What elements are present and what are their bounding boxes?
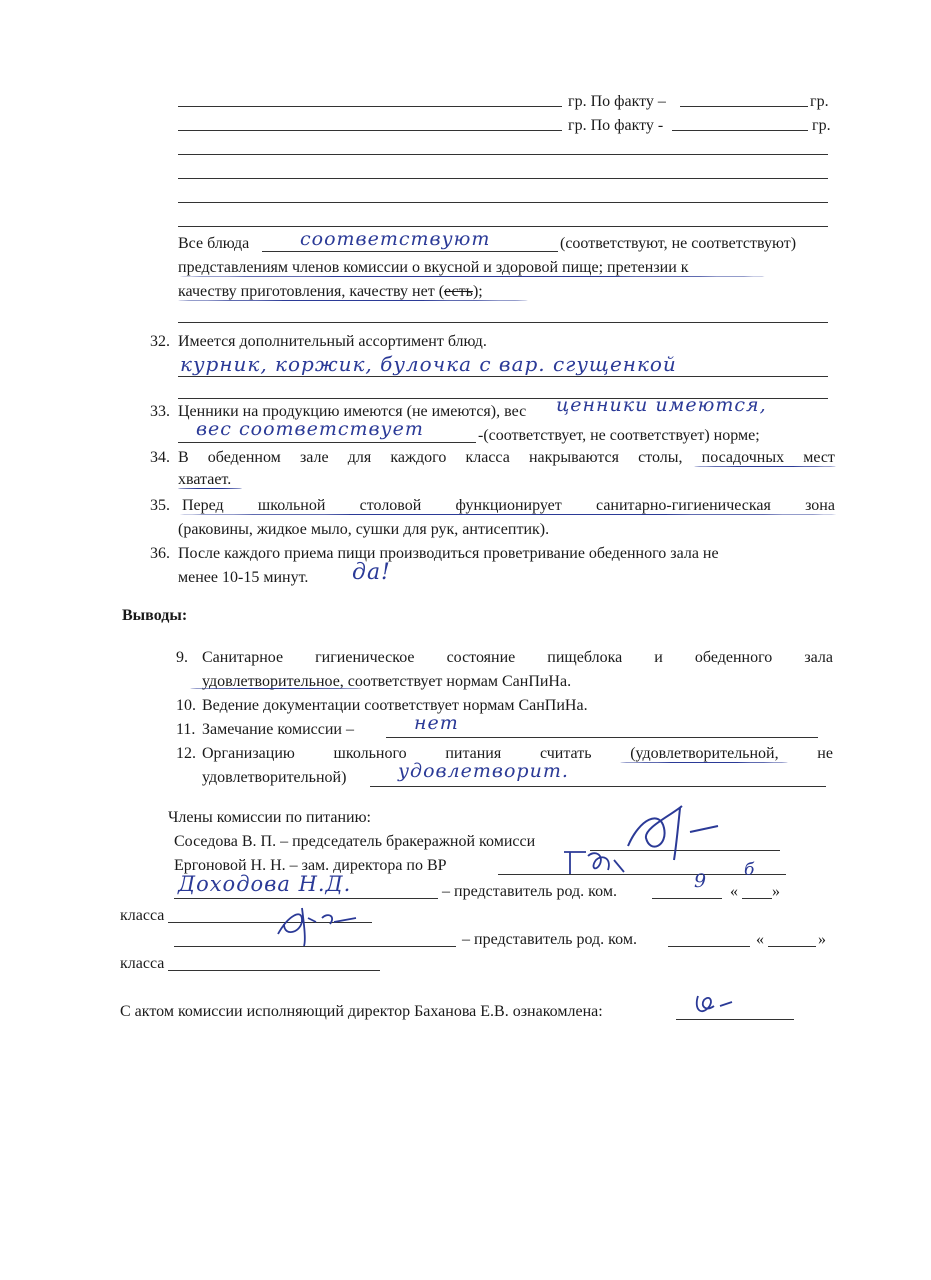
word: функционирует [455, 497, 562, 514]
representative-label-2: – представитель род. ком. [462, 931, 637, 948]
word: состояние [446, 649, 516, 666]
word: зала [804, 649, 833, 666]
member-2: Ергоновой Н. Н. – зам. директора по ВР [174, 857, 447, 874]
blank-line [680, 106, 808, 107]
blank-line [178, 106, 562, 107]
blank-line [168, 970, 380, 971]
word: посадочных [701, 449, 785, 466]
class-label-2: класса [120, 955, 165, 972]
item-9-line1 [202, 648, 833, 668]
ink-underline [178, 488, 242, 489]
handwritten-yes: да! [352, 560, 391, 585]
member-1: Соседова В. П. – председатель бракеражной комисси [174, 833, 536, 850]
word: Перед [182, 497, 224, 514]
handwritten-rating: удовлетворит. [398, 760, 569, 782]
word: столы, [638, 449, 683, 466]
word: питания [445, 745, 502, 762]
item-number: 9. [176, 649, 188, 666]
word: пищеблока [547, 649, 623, 666]
handwritten-member-name: Доходова Н.Д. [178, 872, 352, 896]
class-label: класса [120, 907, 165, 924]
word: и [654, 649, 663, 666]
signature [684, 988, 764, 1024]
line3-text: качеству приготовления, качеству нет ( [178, 283, 445, 300]
item-10-text: Ведение документации соответствует нормам СанПиНа. [202, 697, 588, 714]
ink-underline [178, 300, 528, 301]
quote-close: » [772, 883, 780, 900]
blank-line [768, 946, 816, 947]
fact-unit: гр. [810, 93, 829, 110]
ink-underline [620, 762, 788, 763]
handwritten-answer: соответствуют [300, 228, 491, 250]
item-32-text: Имеется дополнительный ассортимент блюд. [178, 333, 487, 350]
representative-label: – представитель род. ком. [442, 883, 617, 900]
members-heading: Члены комиссии по питанию: [168, 809, 371, 826]
ink-underline [190, 688, 362, 689]
item-35-line1 [182, 496, 835, 516]
blank-line [178, 154, 828, 155]
word: школьного [333, 745, 407, 762]
blank-line [370, 786, 826, 787]
item-number: 35. [150, 497, 170, 514]
word: обеденном [207, 449, 281, 466]
blank-line [672, 130, 808, 131]
item-11-text: Замечание комиссии – [202, 721, 354, 738]
handwritten-weight: вес соответствует [196, 418, 424, 440]
blank-line [178, 442, 476, 443]
blank-line [178, 202, 828, 203]
handwritten-remarks: нет [414, 712, 459, 734]
blank-line [668, 946, 750, 947]
word: школьной [257, 497, 326, 514]
word: обеденного [694, 649, 773, 666]
word: зона [805, 497, 835, 514]
ink-underline [178, 514, 838, 515]
word: накрываются [528, 449, 619, 466]
item-number: 11. [176, 721, 196, 738]
item-33-options: -(соответствует, не соответствует) норме; [478, 427, 760, 444]
word: зале [299, 449, 329, 466]
item-33-text: Ценники на продукцию имеются (не имеются), вес [178, 403, 527, 420]
blank-line [178, 178, 828, 179]
all-dishes-options: (соответствуют, не соответствуют) [560, 235, 797, 252]
handwritten-assortment: курник, коржик, булочка с вар. сгущенкой [180, 352, 677, 376]
item-12-line2: удовлетворительной) [202, 769, 347, 786]
line3-end: ); [472, 283, 483, 300]
word: не [817, 745, 833, 762]
word: гигиеническое [315, 649, 415, 666]
item-number: 32. [150, 333, 170, 350]
handwritten-class-number: 9 [694, 870, 708, 892]
blank-line [178, 376, 828, 377]
item-number: 10. [176, 697, 196, 714]
handwritten-price-tags: ценники имеются, [556, 394, 767, 416]
blank-line [174, 946, 456, 947]
word: для [347, 449, 372, 466]
item-number: 12. [176, 745, 196, 762]
word: столовой [359, 497, 422, 514]
signature [620, 798, 730, 868]
fact-label: гр. По факту – [568, 93, 666, 110]
blank-line [498, 874, 786, 875]
blank-line [652, 898, 722, 899]
blank-line [178, 226, 828, 227]
signature [560, 846, 630, 880]
word: Санитарное [202, 649, 284, 666]
item-number: 36. [150, 545, 170, 562]
all-dishes-line2: представлениям членов комиссии о вкусной и здоровой пище; претензии к [178, 259, 689, 276]
ink-underline [694, 466, 836, 467]
item-34-line1 [178, 448, 835, 468]
signature [244, 894, 364, 948]
acquaintance-text: С актом комиссии исполняющий директор Баханова Е.В. ознакомлена: [120, 1003, 603, 1020]
blank-line [262, 251, 558, 252]
word: Организацию [202, 745, 295, 762]
item-34-line2: хватает. [178, 471, 232, 488]
item-35-line2: (раковины, жидкое мыло, сушки для рук, антисептик). [178, 521, 550, 538]
word: санитарно-гигиеническая [596, 497, 771, 514]
word: считать [539, 745, 592, 762]
item-number: 34. [150, 449, 170, 466]
quote-open: « [730, 883, 738, 900]
strikethrough-word: есть [444, 283, 473, 300]
blank-line [742, 898, 772, 899]
blank-line [386, 737, 818, 738]
fact-unit: гр. [812, 117, 831, 134]
word: класса [465, 449, 510, 466]
all-dishes-prefix: Все блюда [178, 235, 250, 252]
word: (удовлетворительной, [630, 745, 779, 762]
quote-open-2: « [756, 931, 764, 948]
blank-line [178, 322, 828, 323]
item-number: 33. [150, 403, 170, 420]
word: мест [803, 449, 835, 466]
item-36-line2: менее 10-15 минут. [178, 569, 309, 586]
conclusions-heading: Выводы: [122, 607, 188, 624]
word: В [178, 449, 189, 466]
quote-close-2: » [818, 931, 826, 948]
fact-label: гр. По факту - [568, 117, 664, 134]
item-36-line1: После каждого приема пищи производиться проветривание обеденного зала не [178, 545, 719, 562]
all-dishes-line3 [178, 282, 483, 302]
word: каждого [390, 449, 447, 466]
blank-line [178, 130, 562, 131]
item-9-line2: удовлетворительное, соответствует нормам СанПиНа. [202, 673, 572, 690]
handwritten-class-letter: б [744, 860, 756, 880]
